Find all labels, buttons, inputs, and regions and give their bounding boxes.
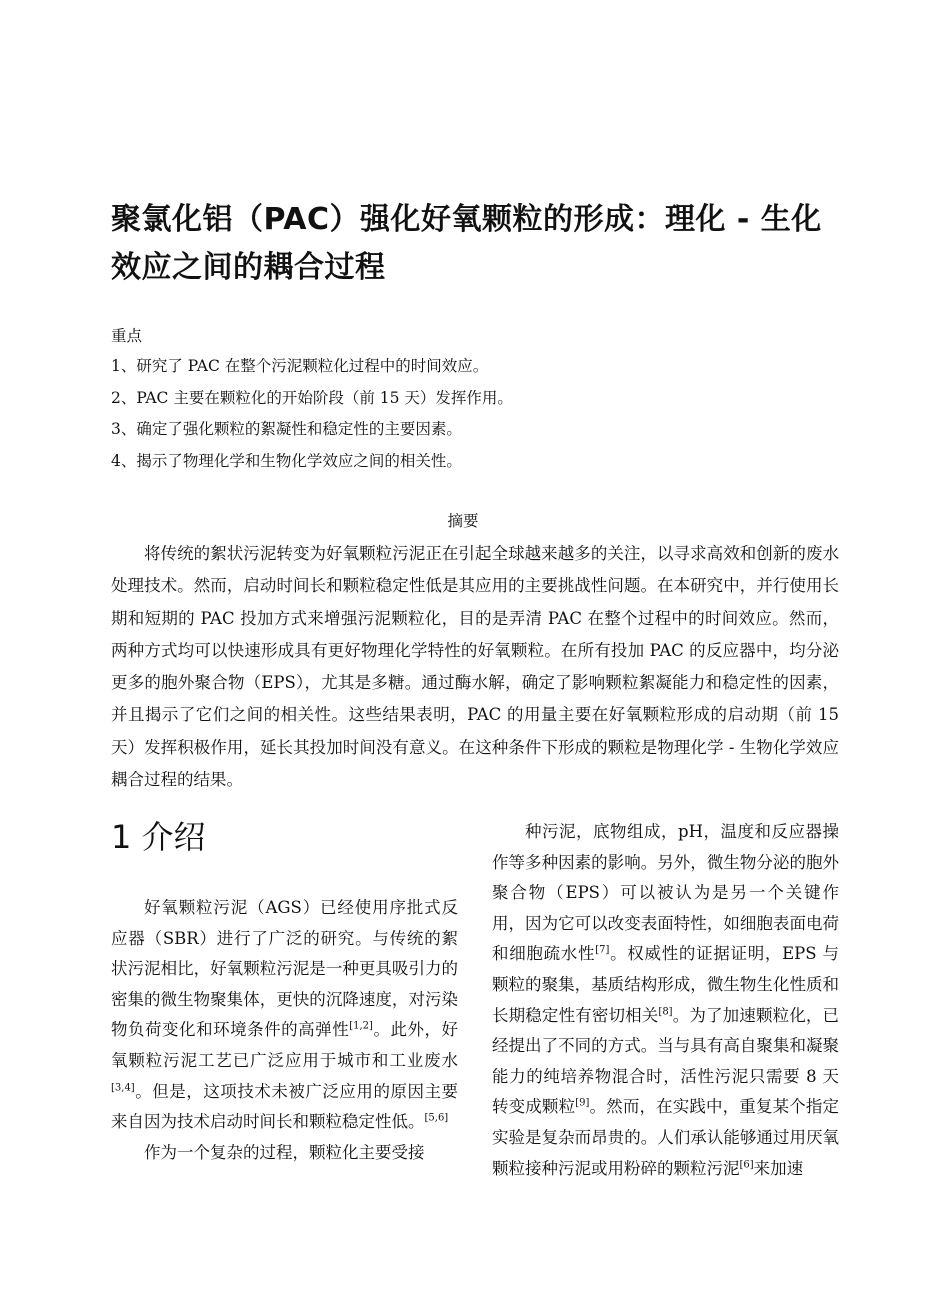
paragraph — [111, 893, 458, 1138]
citation: [3,4] — [111, 1082, 135, 1094]
citation: [8] — [658, 1006, 673, 1018]
highlights-list — [111, 355, 831, 481]
paper-title: 聚氯化铝（PAC）强化好氧颗粒的形成：理化 - 生化效应之间的耦合过程 — [111, 202, 822, 285]
abstract-body: 将传统的絮状污泥转变为好氧颗粒污泥正在引起全球越来越多的关注，以寻求高效和创新的废水处理技术。然而，启动时间长和颗粒稳定性低是其应用的主要挑战性问题。在本研究中，并行使用长期和短期的 PAC 投加方式来增强污泥颗粒化，目的是弄清 PAC 在整个过程中的时间效应。然而，两种方式均可以快速形成具有更好物理化学特性的好氧颗粒。在所有投加 PAC 的反应器中，均分泌更多的胞外聚合物（EPS），尤其是多糖。通过酶水解，确定了影响颗粒絮凝能力和稳定性的因素，并且揭示了它们之间的相关性。这些结果表明，PAC 的用量主要在好氧颗粒形成的启动期（前 15 天）发挥积极作用，延长其投加时间没有意义。在这种条件下形成的颗粒是物理化学 - 生物化学效应耦合过程的结果。 — [111, 544, 839, 790]
highlight-item: 4、揭示了物理化学和生物化学效应之间的相关性。 — [111, 451, 462, 470]
paragraph-text: 。然而，在实践中，重复某个指定实验是复杂而昂贵的。人们承认能够通过用厌氧颗粒接种污泥或用粉碎的颗粒污泥 — [492, 1097, 840, 1178]
right-column — [492, 817, 839, 1184]
paragraph-text: 。此外，好氧颗粒污泥工艺已广泛应用于城市和工业废水 — [111, 1020, 459, 1070]
abstract-heading: 摘要 — [447, 512, 479, 530]
citation: [6] — [739, 1159, 754, 1171]
paragraph — [492, 817, 839, 1184]
paragraph-text: 种污泥，底物组成，pH，温度和反应器操作等多种因素的影响。另外，微生物分泌的胞外聚合物（EPS）可以被认为是另一个关键作用，因为它可以改变表面特性，如细胞表面电荷和细胞疏水性 — [492, 822, 839, 964]
citation: [7] — [595, 944, 610, 956]
paragraph-text: 来加速 — [753, 1158, 804, 1178]
paragraph-text: 。但是，这项技术未被广泛应用的原因主要来自因为技术启动时间长和颗粒稳定性低。 — [111, 1081, 458, 1132]
highlight-item: 2、PAC 主要在颗粒化的开始阶段（前 15 天）发挥作用。 — [111, 388, 513, 407]
citation: [9] — [575, 1097, 590, 1109]
highlights-heading: 重点 — [111, 327, 143, 345]
paragraph-text: 。权威性的证据证明，EPS 与颗粒的聚集，基质结构形成，微生物生化性质和长期稳定性有密切相关 — [492, 944, 840, 1025]
paragraph-text: 。为了加速颗粒化，已经提出了不同的方式。当与具有高自聚集和凝聚能力的纯培养物混合时，活性污泥只需要 8 天转变成颗粒 — [492, 1005, 840, 1117]
citation: [5,6] — [424, 1112, 449, 1124]
citation: [1,2] — [349, 1020, 373, 1032]
paragraph: 作为一个复杂的过程，颗粒化主要受接 — [144, 1142, 425, 1162]
paragraph-text: 好氧颗粒污泥（AGS）已经使用序批式反应器（SBR）进行了广泛的研究。与传统的絮状污泥相比，好氧颗粒污泥是一种更具吸引力的密集的微生物聚集体，更快的沉降速度，对污染物负荷变化和环境条件的高弹性 — [111, 898, 458, 1040]
left-column — [111, 893, 458, 1168]
section-heading: 1 介绍 — [111, 818, 206, 856]
highlight-item: 3、确定了强化颗粒的絮凝性和稳定性的主要因素。 — [111, 420, 462, 438]
highlight-item: 1、研究了 PAC 在整个污泥颗粒化过程中的时间效应。 — [111, 357, 489, 375]
